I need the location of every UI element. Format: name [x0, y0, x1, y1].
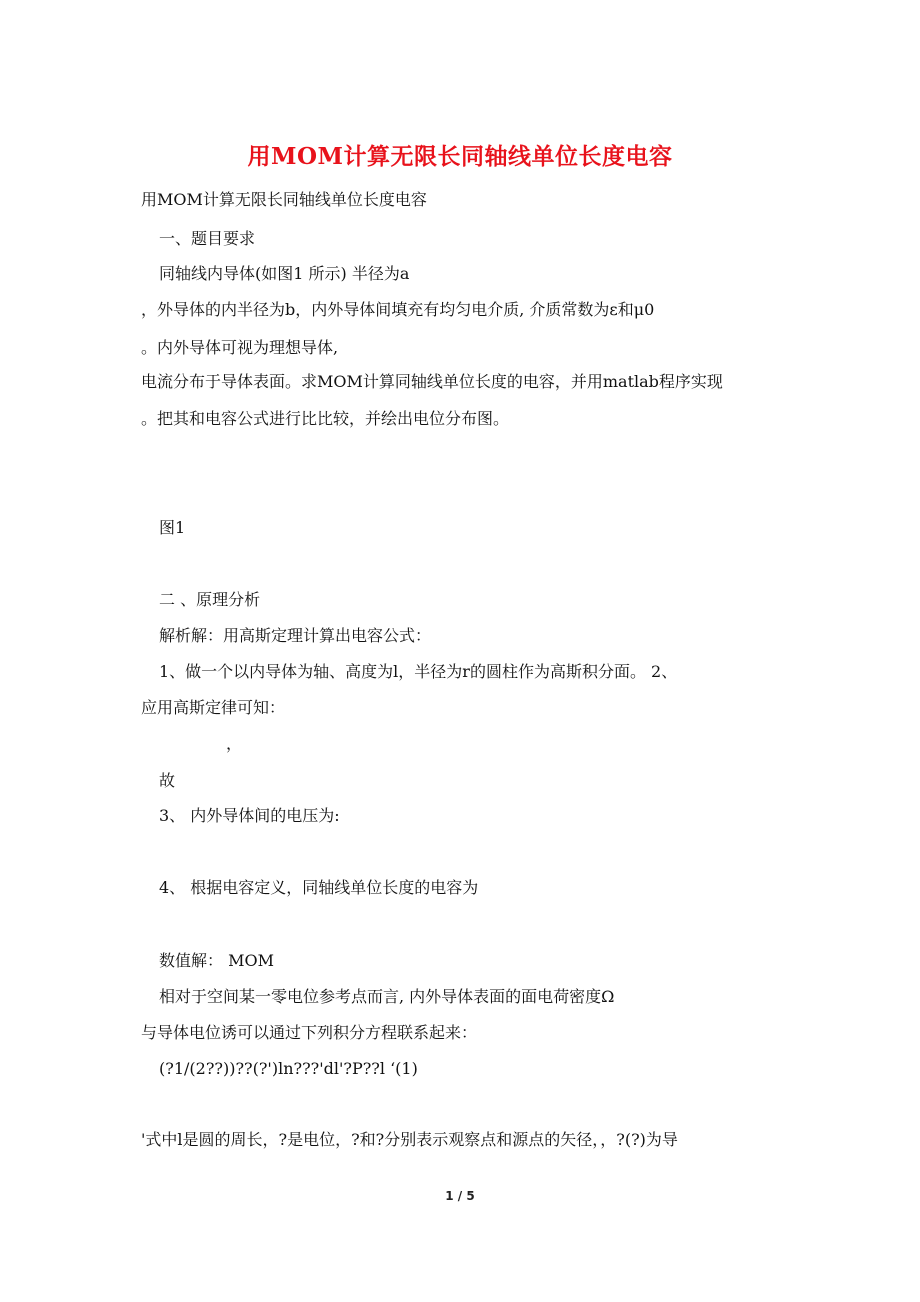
body-line: 3、 内外导体间的电压为: — [159, 806, 340, 825]
section-heading-requirements: 一、题目要求 — [159, 229, 256, 248]
body-line: 。内外导体可视为理想导体, — [141, 338, 339, 357]
body-line: ， — [226, 734, 243, 753]
equation-line: (?1/(2??))??(?')ln???'dl'?P??l ‘(1) — [159, 1059, 418, 1078]
body-line: 与导体电位诱可以通过下列积分方程联系起来： — [141, 1023, 478, 1042]
body-line: 应用高斯定律可知： — [141, 698, 286, 717]
body-line: 1、做一个以内导体为轴、高度为l，半径为r的圆柱作为高斯积分面。 2、 — [159, 662, 678, 681]
document-title: 用MOM计算无限长同轴线单位长度电容 — [247, 143, 673, 170]
body-line: 故 — [159, 771, 176, 790]
page-indicator: 1 / 5 — [445, 1189, 475, 1203]
figure-caption: 图1 — [159, 518, 186, 537]
body-line-heading-repeat: 用MOM计算无限长同轴线单位长度电容 — [141, 190, 427, 209]
body-line: 4、 根据电容定义，同轴线单位长度的电容为 — [159, 878, 479, 897]
body-line: 电流分布于导体表面。求MOM计算同轴线单位长度的电容，并用matlab程序实现 — [141, 372, 723, 391]
section-heading-analysis: 二 、原理分析 — [159, 590, 261, 609]
body-line: '式中l是圆的周长，?是电位，?和?分别表示观察点和源点的矢径，，?(?)为导 — [141, 1130, 678, 1149]
body-line: 相对于空间某一零电位参考点而言, 内外导体表面的面电荷密度Ω — [159, 987, 615, 1006]
body-line: 数值解： MOM — [159, 951, 274, 970]
body-line: ，外导体的内半径为b，内外导体间填充有均匀电介质, 介质常数为ε和μ0 — [141, 300, 655, 319]
body-line: 。把其和电容公式进行比比较，并绘出电位分布图。 — [141, 409, 510, 428]
body-line: 解析解：用高斯定理计算出电容公式： — [159, 626, 432, 645]
body-line: 同轴线内导体(如图1 所示) 半径为a — [159, 264, 410, 283]
